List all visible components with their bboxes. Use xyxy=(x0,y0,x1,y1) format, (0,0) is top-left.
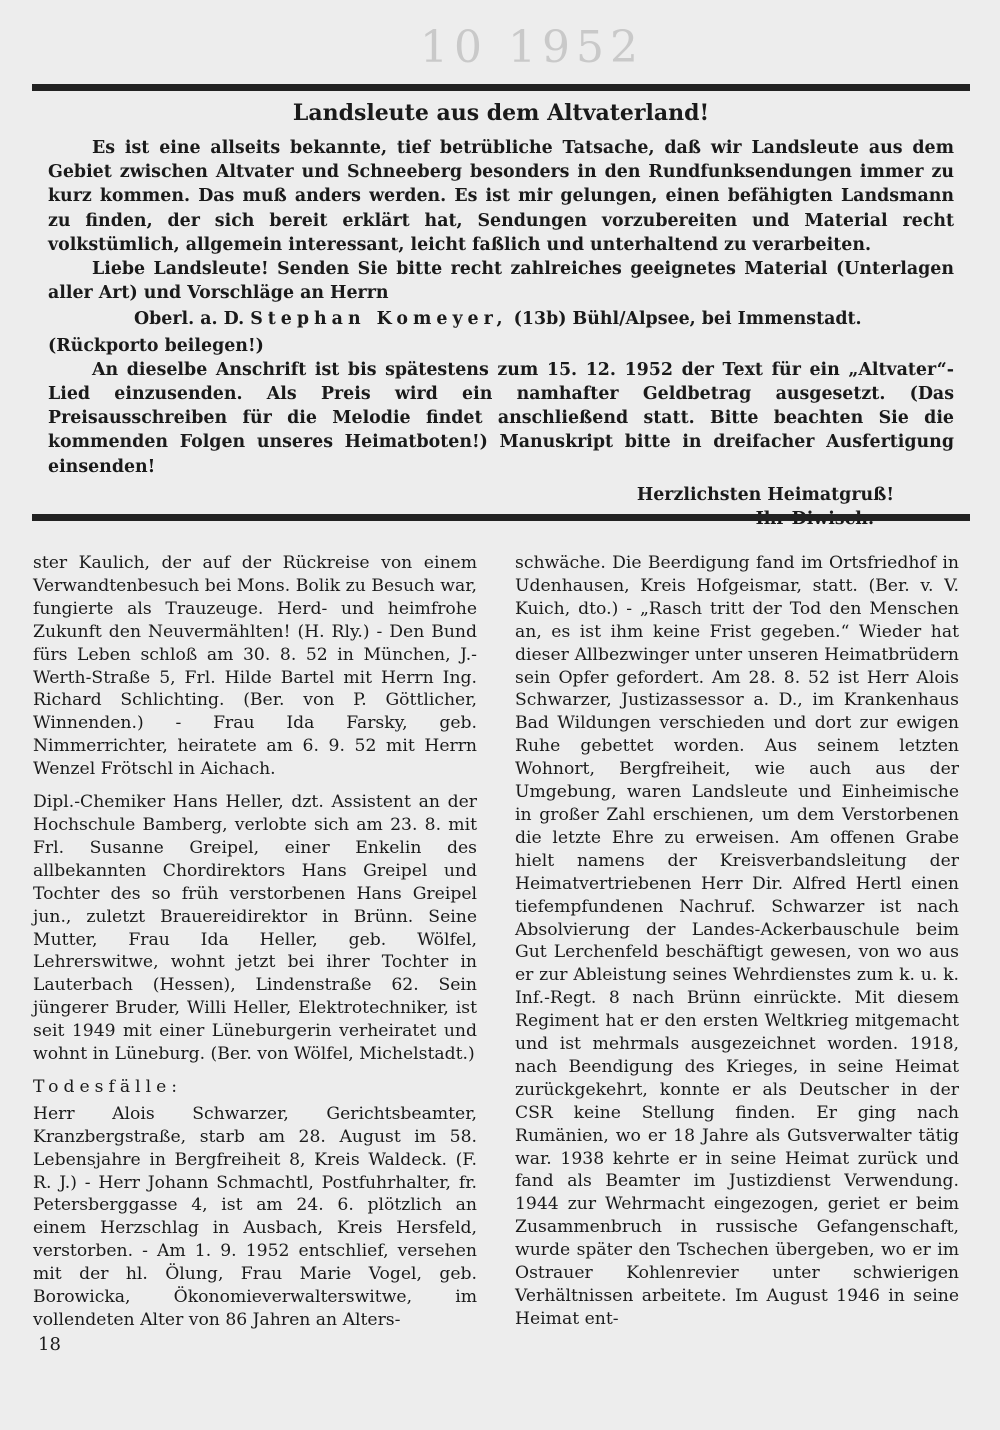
closing-greeting: Herzlichsten Heimatgruß! xyxy=(636,484,894,505)
notice-title: Landsleute aus dem Altvaterland! xyxy=(292,100,710,126)
left-paragraph-3: Herr Alois Schwarzer, Gerichtsbeamter, Kranzbergstraße, starb am 28. August im 58. Lebensjahre in Bergfreiheit 8, Kreis Waldeck. (F. R. J.) - Herr Johann Schmachtl, Postfuhrhalter, fr. Petersberggasse 4, ist am 24. 6. plötzlich an einem Herzschlag in Ausbach, Kreis Hersfeld, verstorben. - Am 1. 9. 1952 entschlief, versehen mit der hl. Ölung, Frau Marie Vogel, geb. Borowicka, Ökonomieverwalterswitwe, im vollendeten Alter von 86 Jahren an Alters- xyxy=(33,1103,477,1330)
section-heading-deaths: Todesfälle: xyxy=(33,1076,183,1097)
left-column xyxy=(33,552,477,1332)
bottom-rule xyxy=(32,514,970,521)
notice-paragraph-4: An dieselbe Anschrift ist bis spätestens zum 15. 12. 1952 der Text für ein „Altvater“-Lied einzusenden. Als Preis wird ein namhafter Geldbetrag ausgesetzt. (Das Preisausschreiben für die Melodie findet anschließend statt. Bitte beachten Sie die kommenden Folgen unseres Heimatboten!) Manuskript bitte in dreifacher Ausfertigung einsenden! xyxy=(48,359,954,477)
address-prefix: Oberl. a. D. xyxy=(134,309,245,330)
right-column xyxy=(515,552,959,1331)
left-paragraph-1: ster Kaulich, der auf der Rückreise von einem Verwandtenbesuch bei Mons. Bolik zu Besuch war, fungierte als Trauzeuge. Herd- und heimfrohe Zukunft den Neuvermählten! (H. Rly.) - Den Bund fürs Leben schloß am 30. 8. 52 in München, J.-Werth-Straße 5, Frl. Hilde Bartel mit Herrn Ing. Richard Schlichting. (Ber. von P. Göttlicher, Winnenden.) - Frau Ida Farsky, geb. Nimmerrichter, heiratete am 6. 9. 52 mit Herrn Wenzel Frötschl in Aichach. xyxy=(33,553,477,780)
notice-paragraph-1: Es ist eine allseits bekannte, tief betrübliche Tatsache, daß wir Landsleute aus dem Gebiet zwischen Altvater und Schneeberg besonders in den Rundfunksendungen immer zu kurz kommen. Das muß anders werden. Es ist mir gelungen, einen befähigten Landsmann zu finden, der sich bereit erklärt hat, Sendungen vorzubereiten und Material recht volkstümlich, allgemein interessant, leicht faßlich und unterhaltend zu verarbeiten. xyxy=(48,138,954,255)
page-number: 18 xyxy=(38,1334,61,1355)
notice-closing xyxy=(48,483,954,531)
notice-box xyxy=(48,100,954,531)
left-paragraph-2: Dipl.-Chemiker Hans Heller, dzt. Assistent an der Hochschule Bamberg, verlobte sich am 23. 8. mit Frl. Susanne Greipel, einer Enkelin des allbekannten Chordirektors Hans Greipel und Tochter des so früh verstorbenen Hans Greipel jun., zuletzt Brauereidirektor in Brünn. Seine Mutter, Frau Ida Heller, geb. Wölfel, Lehrerswitwe, wohnt jetzt bei ihrer Tochter in Lauterbach (Hessen), Lindenstraße 62. Sein jüngerer Bruder, Willi Heller, Elektrotechniker, ist seit 1949 mit einer Lüneburgerin verheiratet und wohnt in Lüneburg. (Ber. von Wölfel, Michelstadt.) xyxy=(33,792,477,1065)
address-name: Stephan Komeyer, xyxy=(250,309,508,330)
notice-address xyxy=(48,307,954,331)
date-stamp: 10 1952 xyxy=(420,22,644,73)
top-rule xyxy=(32,84,970,91)
notice-paragraph-3: (Rückporto beilegen!) xyxy=(48,335,264,356)
address-rest: (13b) Bühl/Alpsee, bei Immenstadt. xyxy=(513,309,862,330)
right-paragraph-1: schwäche. Die Beerdigung fand im Ortsfriedhof in Udenhausen, Kreis Hofgeismar, statt. (Ber. v. V. Kuich, dto.) - „Rasch tritt der Tod den Menschen an, es ist ihm keine Frist gegeben.“ Wieder hat dieser Allbezwinger unter unseren Heimatbrüdern sein Opfer gefordert. Am 28. 8. 52 ist Herr Alois Schwarzer, Justizassessor a. D., im Krankenhaus Bad Wildungen verschieden und dort zur ewigen Ruhe gebettet worden. Aus seinem letzten Wohnort, Bergfreiheit, wie auch aus der Umgebung, waren Landsleute und Einheimische in großer Zahl erschienen, um dem Verstorbenen die letzte Ehre zu erweisen. Am offenen Grabe hielt namens der Kreisverbandsleitung der Heimatvertriebenen Herr Dir. Alfred Hertl einen tiefempfundenen Nachruf. Schwarzer ist nach Absolvierung der Landes-Ackerbauschule beim Gut Lerchenfeld beschäftigt gewesen, von wo aus er zur Ableistung seines Wehrdienstes zum k. u. k. Inf.-Regt. 8 nach Brünn einrückte. Mit diesem Regiment hat er den ersten Weltkrieg mitgemacht und ist mehrmals ausgezeichnet worden. 1918, nach Beendigung des Krieges, in seine Heimat zurückgekehrt, konnte er als Deutscher in der CSR keine Stellung finden. Er ging nach Rumänien, wo er 18 Jahre als Gutsverwalter tätig war. 1938 kehrte er in seine Heimat zurück und fand als Beamter im Justizdienst Verwendung. 1944 zur Wehrmacht eingezogen, geriet er beim Zusammenbruch in russische Gefangenschaft, wurde später den Tschechen übergeben, wo er im Ostrauer Kohlenrevier unter schwierigen Verhältnissen arbeitete. Im August 1946 in seine Heimat ent- xyxy=(515,553,959,1329)
notice-paragraph-2: Liebe Landsleute! Senden Sie bitte recht zahlreiches geeignetes Material (Unterlagen aller Art) und Vorschläge an Herrn xyxy=(48,259,954,304)
